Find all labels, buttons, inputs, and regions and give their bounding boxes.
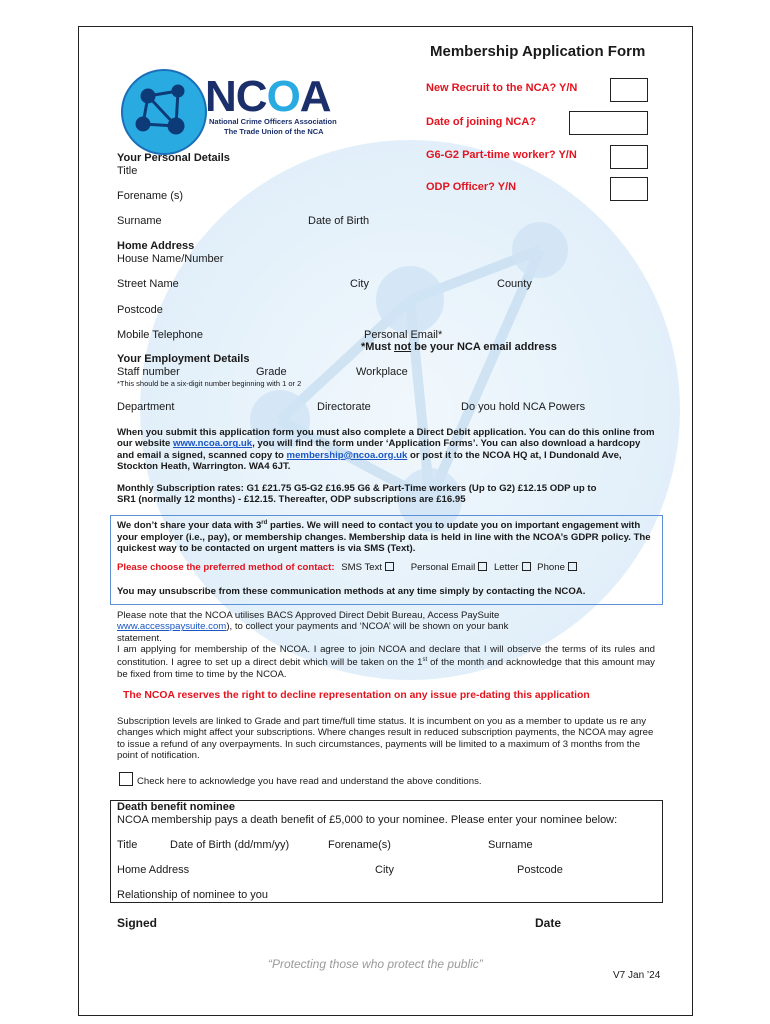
title-field[interactable]: Title [117,165,138,177]
direct-debit-paragraph: When you submit this application form you must also complete a Direct Debit application. You can do this online from our website www.ncoa.org.uk, you will find the form under ‘Application Forms’. You can also download a hardcopy and email a signed, scanned copy to membership@ncoa.org.uk or post it to the NCOA HQ at, I Dundonald Ave, Stockton Heath, Warrington. WA4 6JT. [117,427,655,473]
county-field[interactable]: County [497,278,532,290]
membership-email-link[interactable]: membership@ncoa.org.uk [286,449,408,461]
version-label: V7 Jan ’24 [613,970,661,981]
nominee-dob-field[interactable]: Date of Birth (dd/mm/yy) [170,839,290,851]
motto: “Protecting those who protect the public” [268,957,483,971]
nominee-relationship-field[interactable]: Relationship of nominee to you [117,889,269,901]
mobile-field[interactable]: Mobile Telephone [117,329,204,341]
nominee-forename-field[interactable]: Forename(s) [328,839,391,851]
grade-field[interactable]: Grade [256,366,287,378]
new-recruit-label: New Recruit to the NCA? Y/N [426,82,578,94]
website-link[interactable]: www.ncoa.org.uk [172,438,253,450]
nominee-heading: Death benefit nominee [117,801,235,813]
directorate-field[interactable]: Directorate [317,401,371,413]
sms-checkbox[interactable] [385,562,394,571]
subscription-rates: Monthly Subscription rates: G1 £21.75 G5-G2 £16.95 G6 & Part-Time workers (Up to G2) £12.15 ODP up to SR1 (normally 12 months) - £12.15. Thereafter, ODP subscriptions are £16.95 [117,483,597,506]
contact-method-row [117,562,577,573]
email-checkbox[interactable] [478,562,487,571]
staff-number-field[interactable]: Staff number [117,366,180,378]
contact-method-prompt: Please choose the preferred method of contact: [117,562,335,573]
house-field[interactable]: House Name/Number [117,253,224,265]
nominee-city-field[interactable]: City [375,864,394,876]
personal-heading: Your Personal Details [117,152,230,164]
letter-label: Letter [493,562,519,573]
acknowledge-label: Check here to acknowledge you have read and understand the above conditions. [137,776,482,787]
ncoa-globe-icon [118,66,210,158]
sms-label: SMS Text [341,562,383,573]
odp-officer-label: ODP Officer? Y/N [426,181,517,193]
bacs-paragraph: Please note that the NCOA utilises BACS Approved Direct Debit Bureau, Access PaySuite www.accesspaysuite.com), to collect your payments and ‘NCOA’ will be shown on your bank statement. [117,610,509,644]
nominee-address-field[interactable]: Home Address [117,864,190,876]
letter-checkbox[interactable] [522,562,531,571]
date-joining-label: Date of joining NCA? [426,116,536,128]
acknowledge-checkbox[interactable] [119,772,133,786]
street-field[interactable]: Street Name [117,278,179,290]
email-field[interactable]: Personal Email* [364,329,443,341]
logo-subtitle-1: National Crime Officers Association [209,117,337,126]
address-heading: Home Address [117,240,195,252]
reserve-notice: The NCOA reserves the right to decline representation on any issue pre-dating this application [123,690,590,701]
email-note: *Must not be your NCA email address [361,341,557,353]
part-time-input[interactable] [610,145,648,169]
unsubscribe-text: You may unsubscribe from these communication methods at any time simply by contacting the NCOA. [117,586,586,597]
new-recruit-input[interactable] [610,78,648,102]
powers-field[interactable]: Do you hold NCA Powers [461,401,586,413]
page-title: Membership Application Form [430,43,646,60]
logo-name: NCOA [205,72,331,121]
city-field[interactable]: City [350,278,369,290]
signed-label[interactable]: Signed [117,916,158,930]
phone-label: Phone [537,562,565,573]
dob-field[interactable]: Date of Birth [308,215,370,227]
logo-subtitle-2: The Trade Union of the NCA [224,127,324,136]
odp-officer-input[interactable] [610,177,648,201]
workplace-field[interactable]: Workplace [356,366,408,378]
nominee-surname-field[interactable]: Surname [488,839,533,851]
gdpr-text: We don’t share your data with 3rd parties. We will need to contact you to update you on important engagement with your employer (i.e., pay), or membership changes. Membership data is held in line with the NCOA’s GDPR policy. The quickest way to be contacted on urgent matters is via SMS (Text). [117,520,651,554]
surname-field[interactable]: Surname [117,215,162,227]
nominee-postcode-field[interactable]: Postcode [517,864,563,876]
email-label: Personal Email [410,562,476,573]
part-time-label: G6-G2 Part-time worker? Y/N [426,149,577,161]
staff-number-note: *This should be a six-digit number beginning with 1 or 2 [117,379,302,388]
accesspaysuite-link[interactable]: www.accesspaysuite.com [117,621,227,633]
phone-checkbox[interactable] [568,562,577,571]
department-field[interactable]: Department [117,401,175,413]
nominee-title-field[interactable]: Title [117,839,138,851]
date-joining-input[interactable] [569,111,648,135]
forename-field[interactable]: Forename (s) [117,190,184,202]
employment-heading: Your Employment Details [117,353,250,365]
postcode-field[interactable]: Postcode [117,304,163,316]
nominee-description: NCOA membership pays a death benefit of £5,000 to your nominee. Please enter your nominee below: [117,814,618,826]
declaration-paragraph: I am applying for membership of the NCOA. I agree to join NCOA and declare that I will observe the terms of its rules and constitution. I agree to set up a direct debit which will be taken on the 1st of the month and acknowledge that this amount may be fixed from time to time by the NCOA. [117,644,655,680]
subscription-paragraph: Subscription levels are linked to Grade and part time/full time status. It is incumbent on you as a member to update us re any changes which might affect your subscriptions. Where changes result in reduced subscription payments, the NCOA may agree to issue a refund of any overpayments. In such circumstances, payments will be limited to a maximum of 3 months from the point of notification. [117,716,654,762]
date-label[interactable]: Date [535,916,562,930]
